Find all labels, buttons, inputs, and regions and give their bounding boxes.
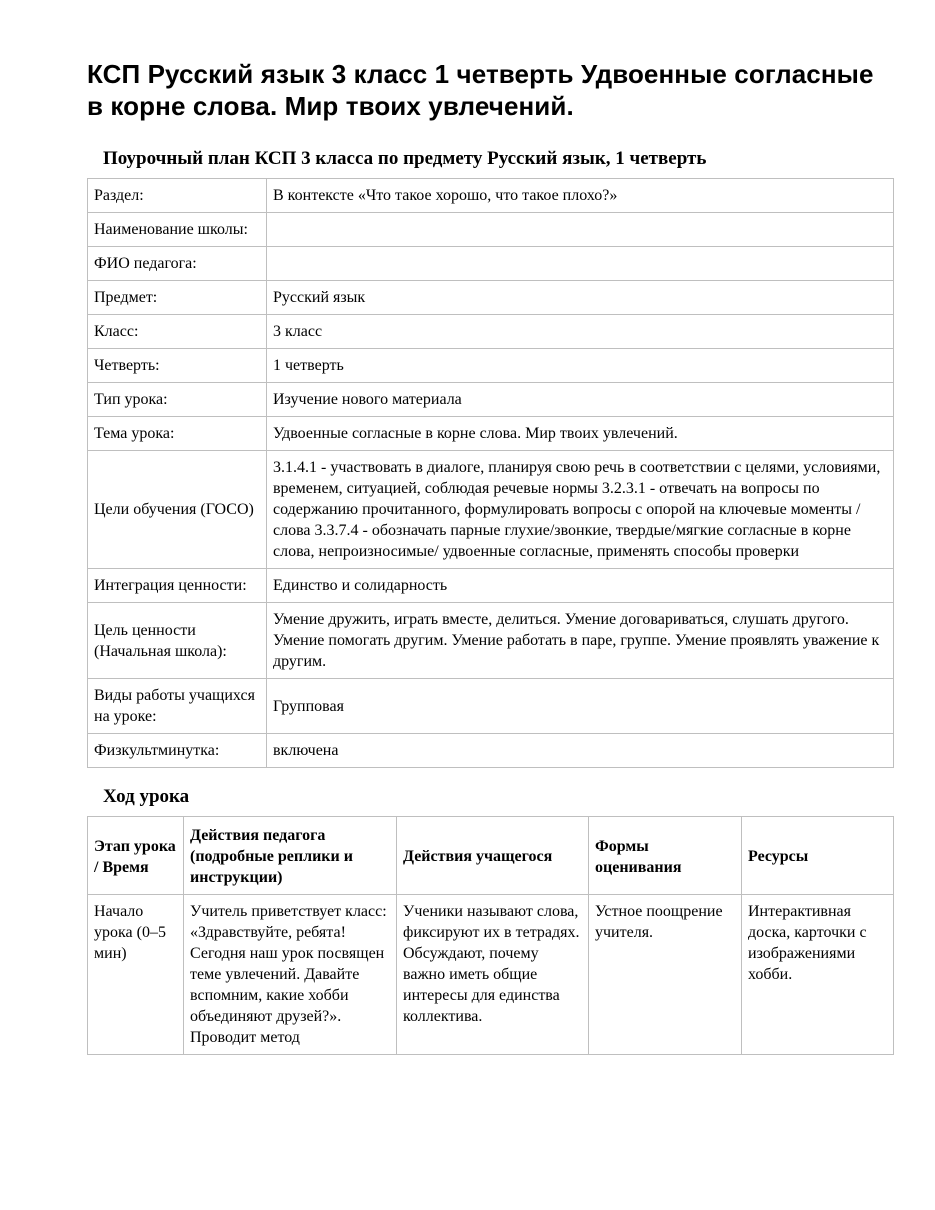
column-header: Формы оценивания (589, 817, 742, 895)
column-header: Ресурсы (742, 817, 894, 895)
info-key: Четверть: (88, 349, 267, 383)
info-value: 3 класс (267, 315, 894, 349)
info-value: Удвоенные согласные в корне слова. Мир твоих увлечений. (267, 417, 894, 451)
info-value: 1 четверть (267, 349, 894, 383)
info-key: ФИО педагога: (88, 247, 267, 281)
info-value: Единство и солидарность (267, 569, 894, 603)
resources-cell: Интерактивная доска, карточки с изображениями хобби. (742, 895, 894, 1055)
info-key: Тема урока: (88, 417, 267, 451)
table-row (88, 451, 894, 569)
plan-heading: Поурочный план КСП 3 класса по предмету Русский язык, 1 четверть (103, 148, 707, 169)
table-row (88, 213, 894, 247)
info-key: Цель ценности (Начальная школа): (88, 603, 267, 679)
info-key: Предмет: (88, 281, 267, 315)
info-value: Групповая (267, 679, 894, 734)
info-value: включена (267, 734, 894, 768)
assessment-cell: Устное поощрение учителя. (589, 895, 742, 1055)
info-key: Наименование школы: (88, 213, 267, 247)
info-key: Тип урока: (88, 383, 267, 417)
table-row (88, 679, 894, 734)
info-value (267, 213, 894, 247)
table-row (88, 179, 894, 213)
table-row (88, 349, 894, 383)
info-value: Русский язык (267, 281, 894, 315)
info-key: Физкультминутка: (88, 734, 267, 768)
table-row (88, 603, 894, 679)
lesson-info-table (87, 178, 894, 768)
table-row (88, 383, 894, 417)
info-value: Умение дружить, играть вместе, делиться. Умение договариваться, слушать другого. Умение помогать другим. Умение работать в паре, группе. Умение проявлять уважение к другим. (267, 603, 894, 679)
lesson-heading: Ход урока (103, 786, 190, 807)
info-key: Раздел: (88, 179, 267, 213)
info-value: В контексте «Что такое хорошо, что такое плохо?» (267, 179, 894, 213)
student-actions-cell: Ученики называют слова, фиксируют их в тетрадях. Обсуждают, почему важно иметь общие интересы для единства коллектива. (397, 895, 589, 1055)
table-row (88, 417, 894, 451)
table-row (88, 247, 894, 281)
info-value: 3.1.4.1 - участвовать в диалоге, планируя свою речь в соответствии с целями, условиями, временем, ситуацией, соблюдая речевые нормы 3.2.3.1 - отвечать на вопросы по содержанию прочитанного, формулировать вопросы с опорой на ключевые моменты / слова 3.3.7.4 - обозначать парные глухие/звонкие, твердые/мягкие согласные в корне слова, непроизносимые/ удвоенные согласные, применять способы проверки (267, 451, 894, 569)
column-header: Этап урока / Время (88, 817, 184, 895)
lesson-flow-table (87, 816, 894, 1055)
table-row (88, 895, 894, 1055)
column-header: Действия учащегося (397, 817, 589, 895)
info-key: Интеграция ценности: (88, 569, 267, 603)
table-row (88, 734, 894, 768)
column-header: Действия педагога (подробные реплики и инструкции) (184, 817, 397, 895)
info-key: Цели обучения (ГОСО) (88, 451, 267, 569)
table-row (88, 315, 894, 349)
info-value (267, 247, 894, 281)
table-row (88, 569, 894, 603)
table-header-row (88, 817, 894, 895)
table-row (88, 281, 894, 315)
teacher-actions-cell: Учитель приветствует класс: «Здравствуйте, ребята! Сегодня наш урок посвящен теме увлечений. Давайте вспомним, какие хобби объединяют друзей?». Проводит метод (184, 895, 397, 1055)
info-key: Класс: (88, 315, 267, 349)
document-page (87, 58, 893, 1055)
stage-cell: Начало урока (0–5 мин) (88, 895, 184, 1055)
document-title: КСП Русский язык 3 класс 1 четверть Удвоенные согласные в корне слова. Мир твоих увлечений. (87, 59, 874, 121)
info-value: Изучение нового материала (267, 383, 894, 417)
info-key: Виды работы учащихся на уроке: (88, 679, 267, 734)
